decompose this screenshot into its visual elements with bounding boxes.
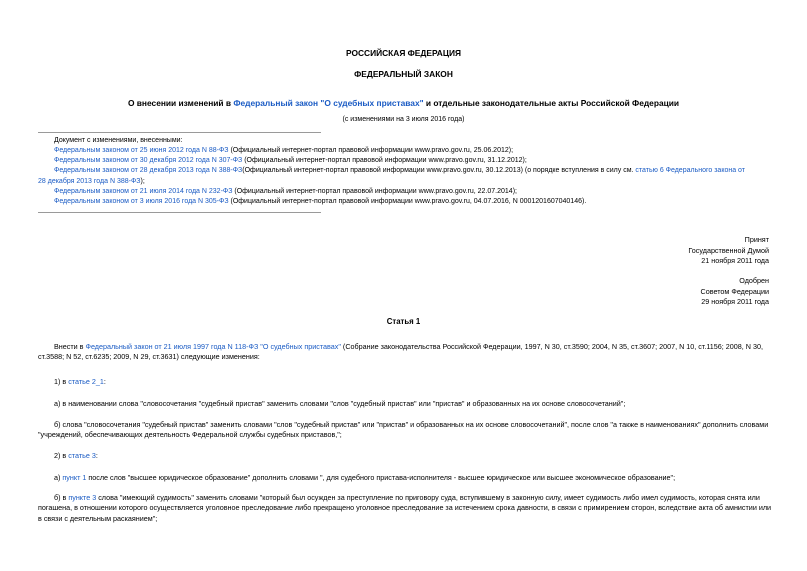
edition-note: (с изменениями на 3 июля 2016 года) [342, 116, 465, 123]
item-1-prefix: 1) в [54, 377, 69, 386]
amendment-link[interactable]: Федеральным законом от 28 декабря 2013 года N 388-ФЗ [54, 167, 243, 174]
item-1 [38, 377, 786, 387]
item-1-suffix: : [103, 377, 106, 386]
item-2b [38, 493, 770, 524]
article-6-link-continuation[interactable]: 28 декабря 2013 года N 388-ФЗ [38, 178, 141, 185]
law-title [0, 98, 807, 108]
amendment-text: (Официальный интернет-портал правовой информации www.pravo.gov.ru, 04.07.2016, N 0001201607040146). [228, 198, 587, 205]
amendment-link[interactable]: Федеральным законом от 3 июля 2016 года N 305-ФЗ [54, 198, 229, 205]
amendment-item-continuation [38, 177, 145, 187]
item-2 [38, 451, 786, 461]
law-title-prefix: О внесении изменений в [127, 98, 234, 108]
item-1a: а) в наименовании слова "словосочетания "судебный пристав" заменить словами "слов "судебный пристав" или "пристав" и образованных на их основе словосочетаний"; [54, 399, 626, 408]
article-intro [38, 342, 770, 363]
item-2b-line-3: в связи с деятельным раскаянием"; [38, 513, 158, 523]
adopted-date: 21 ноября 2011 года [701, 256, 769, 266]
article-6-link[interactable]: статью 6 Федерального закона от [635, 167, 745, 174]
intro-prefix: Внести в [54, 342, 86, 351]
amendments-bottom-divider [38, 212, 321, 213]
article-2-1-link[interactable]: статье 2_1 [68, 377, 104, 386]
item-2a-prefix: а) [54, 473, 63, 482]
amendment-text: (Официальный интернет-портал правовой информации www.pravo.gov.ru, 31.12.2012); [242, 157, 527, 164]
law-title-link[interactable]: Федеральный закон "О судебных приставах" [233, 98, 424, 108]
amendment-item [54, 156, 527, 166]
amendment-text: (Официальный интернет-портал правовой информации www.pravo.gov.ru, 25.06.2012); [228, 147, 514, 154]
item-2-prefix: 2) в [54, 451, 69, 460]
amendments-intro: Документ с изменениями, внесенными: [54, 137, 183, 144]
intro-text: (Собрание законодательства Российской Федерации, 1997, N 30, ст.3590; 2004, N 35, ст.3607; 2007, N 10, ст.1156; 2008, N 30, [340, 342, 763, 351]
adopted-body: Государственной Думой [688, 245, 769, 255]
amendment-item [54, 166, 745, 176]
point-1-link[interactable]: пункт 1 [62, 473, 87, 482]
item-2-suffix: : [95, 451, 98, 460]
adopted-block [688, 235, 769, 267]
amendment-text: (Официальный интернет-портал правовой информации www.pravo.gov.ru, 22.07.2014); [232, 188, 517, 195]
amendment-item [54, 146, 513, 156]
item-2a [38, 473, 786, 483]
amendment-text: ); [140, 178, 145, 185]
approved-date: 29 ноября 2011 года [701, 297, 769, 307]
law-type-heading: ФЕДЕРАЛЬНЫЙ ЗАКОН [354, 69, 453, 79]
amendment-link[interactable]: Федеральным законом от 21 июля 2014 года N 232-ФЗ [54, 188, 233, 195]
approved-body: Советом Федерации [700, 286, 769, 296]
point-3-link[interactable]: пункте 3 [68, 493, 97, 502]
law-title-suffix: и отдельные законодательные акты Российской Федерации [423, 98, 680, 108]
amendment-link[interactable]: Федеральным законом от 25 июня 2012 года N 88-ФЗ [54, 147, 229, 154]
adopted-label: Принят [744, 235, 769, 244]
item-1b [38, 420, 770, 441]
approved-block [701, 276, 769, 308]
approved-label: Одобрен [739, 276, 769, 285]
amendment-link[interactable]: Федеральным законом от 30 декабря 2012 года N 307-ФЗ [54, 157, 243, 164]
item-2b-line-2: погашена, в отношении которого осуществляется уголовное преследование либо прекращено уголовное преследование за истечением срока давности, в связи с примирением сторон, вследствие акта об амнистии или [38, 503, 772, 513]
law-118-link[interactable]: Федеральный закон от 21 июля 1997 года N 118-ФЗ "О судебных приставах" [85, 342, 341, 351]
article-heading: Статья 1 [386, 317, 421, 326]
item-1b-line-2: "учреждений, обеспечивающих деятельность Федеральной службы судебных приставов,"; [38, 430, 342, 440]
amendment-item [54, 197, 586, 207]
article-3-link[interactable]: статье 3 [68, 451, 96, 460]
country-heading: РОССИЙСКАЯ ФЕДЕРАЦИЯ [345, 48, 462, 58]
item-2b-text: слова "имеющий судимость" заменить словами "который был осужден за преступление по приговору суда, вступившему в законную силу, имеет судимость либо имел судимость, которая снята или [96, 493, 760, 502]
amendment-item [54, 187, 517, 197]
item-1b-line-1: б) слова "словосочетания "судебный пристав" заменить словами "слов "судебный пристав" или "пристав" и образованных на их основе словосочетаний", после слов "а также в наименованиях" дополнить словами [54, 420, 769, 429]
item-2b-prefix: б) в [54, 493, 69, 502]
amendment-text: (Официальный интернет-портал правовой информации www.pravo.gov.ru, 30.12.2013) (о порядке вступления в силу см. [242, 167, 636, 174]
item-2a-text: после слов "высшее юридическое образование" дополнить словами ", для судебного пристава-исполнителя - высшее юридическое или высшее экономическое образование"; [86, 473, 676, 482]
intro-text-continuation: ст.3588; N 52, ст.6235; 2009, N 29, ст.3631) следующие изменения: [38, 352, 260, 362]
amendments-top-divider [38, 132, 321, 133]
